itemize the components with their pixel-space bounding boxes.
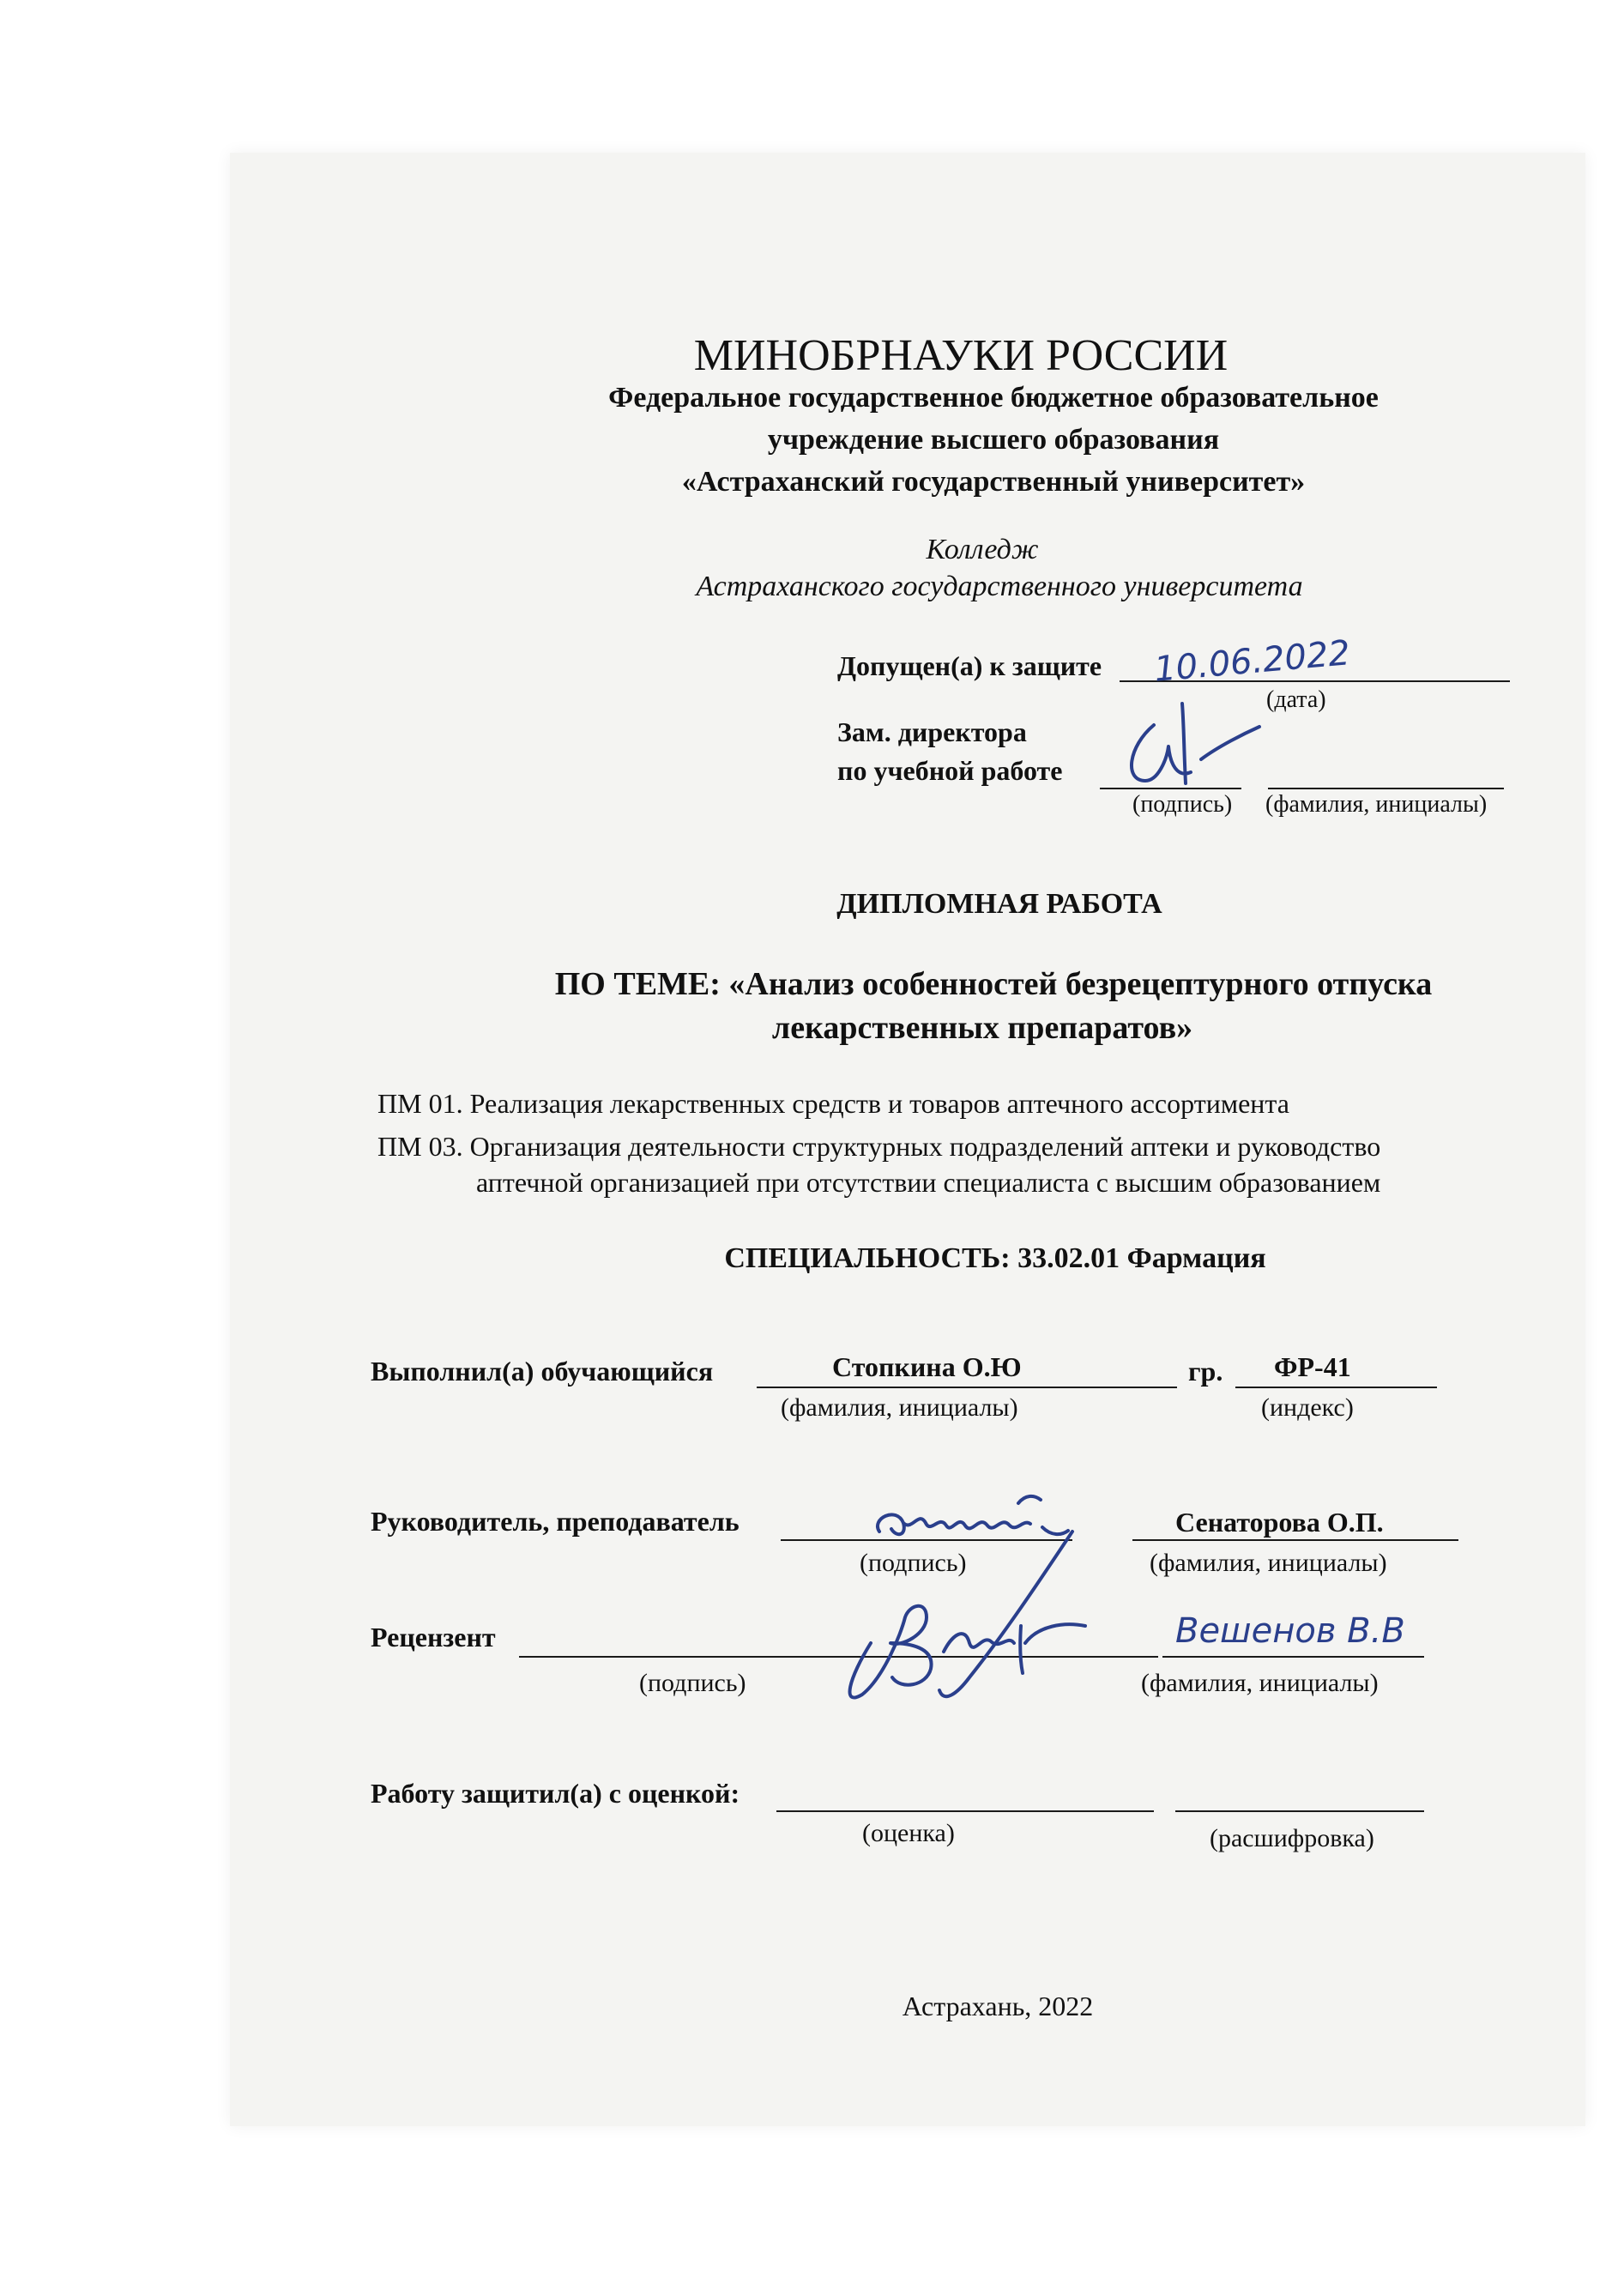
place-year: Астрахань, 2022 (902, 1991, 1094, 2021)
group-caption: (индекс) (1261, 1393, 1354, 1422)
supervisor-name: Сенаторова О.П. (1175, 1507, 1384, 1538)
topic-line-1: ПО ТЕМЕ: «Анализ особенностей безрецептурного отпуска (554, 966, 1433, 1002)
admission-label: Допущен(а) к защите (837, 650, 1102, 681)
reviewer-name-caption: (фамилия, инициалы) (1141, 1669, 1379, 1697)
module-pm01: ПМ 01. Реализация лекарственных средств и товаров аптечного ассортимента (377, 1088, 1289, 1119)
org-line-1: Федеральное государственное бюджетное образовательное (608, 382, 1379, 414)
reviewer-label: Рецензент (371, 1622, 496, 1653)
group-value: ФР-41 (1274, 1351, 1351, 1382)
college-line-1: Колледж (926, 534, 1039, 565)
handwritten-date: 10.06.2022 (1152, 633, 1352, 690)
defense-label: Работу защитил(а) с оценкой: (371, 1778, 740, 1809)
supervisor-name-caption: (фамилия, инициалы) (1150, 1549, 1387, 1577)
module-pm03-line-2: аптечной организацией при отсутствии специалиста с высшим образованием (476, 1167, 1381, 1198)
work-type: ДИПЛОМНАЯ РАБОТА (836, 888, 1162, 920)
student-name-line (757, 1387, 1177, 1388)
group-line (1235, 1387, 1437, 1388)
group-label: гр. (1188, 1356, 1223, 1387)
deputy-signature (1107, 699, 1261, 794)
deputy-name-caption: (фамилия, инициалы) (1265, 791, 1488, 818)
supervisor-signature-caption: (подпись) (860, 1549, 967, 1577)
supervisor-name-line (1132, 1539, 1458, 1541)
org-line-2: учреждение высшего образования (767, 424, 1220, 456)
reviewer-name-line (1162, 1656, 1424, 1658)
student-name-caption: (фамилия, инициалы) (781, 1393, 1018, 1422)
date-caption: (дата) (1266, 686, 1326, 713)
specialty: СПЕЦИАЛЬНОСТЬ: 33.02.01 Фармация (724, 1242, 1266, 1274)
deputy-name-line (1268, 788, 1504, 789)
student-name: Стопкина О.Ю (832, 1351, 1022, 1382)
reviewer-handwritten-name: Вешенов В.В (1175, 1611, 1405, 1651)
supervisor-label: Руководитель, преподаватель (371, 1506, 740, 1537)
ministry-title: МИНОБРНАУКИ РОССИИ (693, 331, 1229, 380)
deputy-line-1: Зам. директора (837, 716, 1027, 747)
org-line-3: «Астраханский государственный университет» (681, 466, 1306, 498)
student-label: Выполнил(а) обучающийся (371, 1356, 714, 1387)
college-line-2: Астраханского государственного университета (696, 571, 1303, 602)
topic-line-2: лекарственных препаратов» (771, 1010, 1193, 1046)
deputy-line-2: по учебной работе (837, 755, 1063, 786)
module-pm03-line-1: ПМ 03. Организация деятельности структурных подразделений аптеки и руководство (377, 1131, 1381, 1162)
grade-line (776, 1810, 1154, 1812)
grade-caption: (оценка) (862, 1819, 955, 1847)
reviewer-signature-caption: (подпись) (639, 1669, 746, 1697)
reviewer-signature (789, 1506, 1098, 1720)
decode-caption: (расшифровка) (1210, 1824, 1374, 1852)
decode-line (1175, 1810, 1424, 1812)
deputy-signature-caption: (подпись) (1132, 791, 1233, 818)
